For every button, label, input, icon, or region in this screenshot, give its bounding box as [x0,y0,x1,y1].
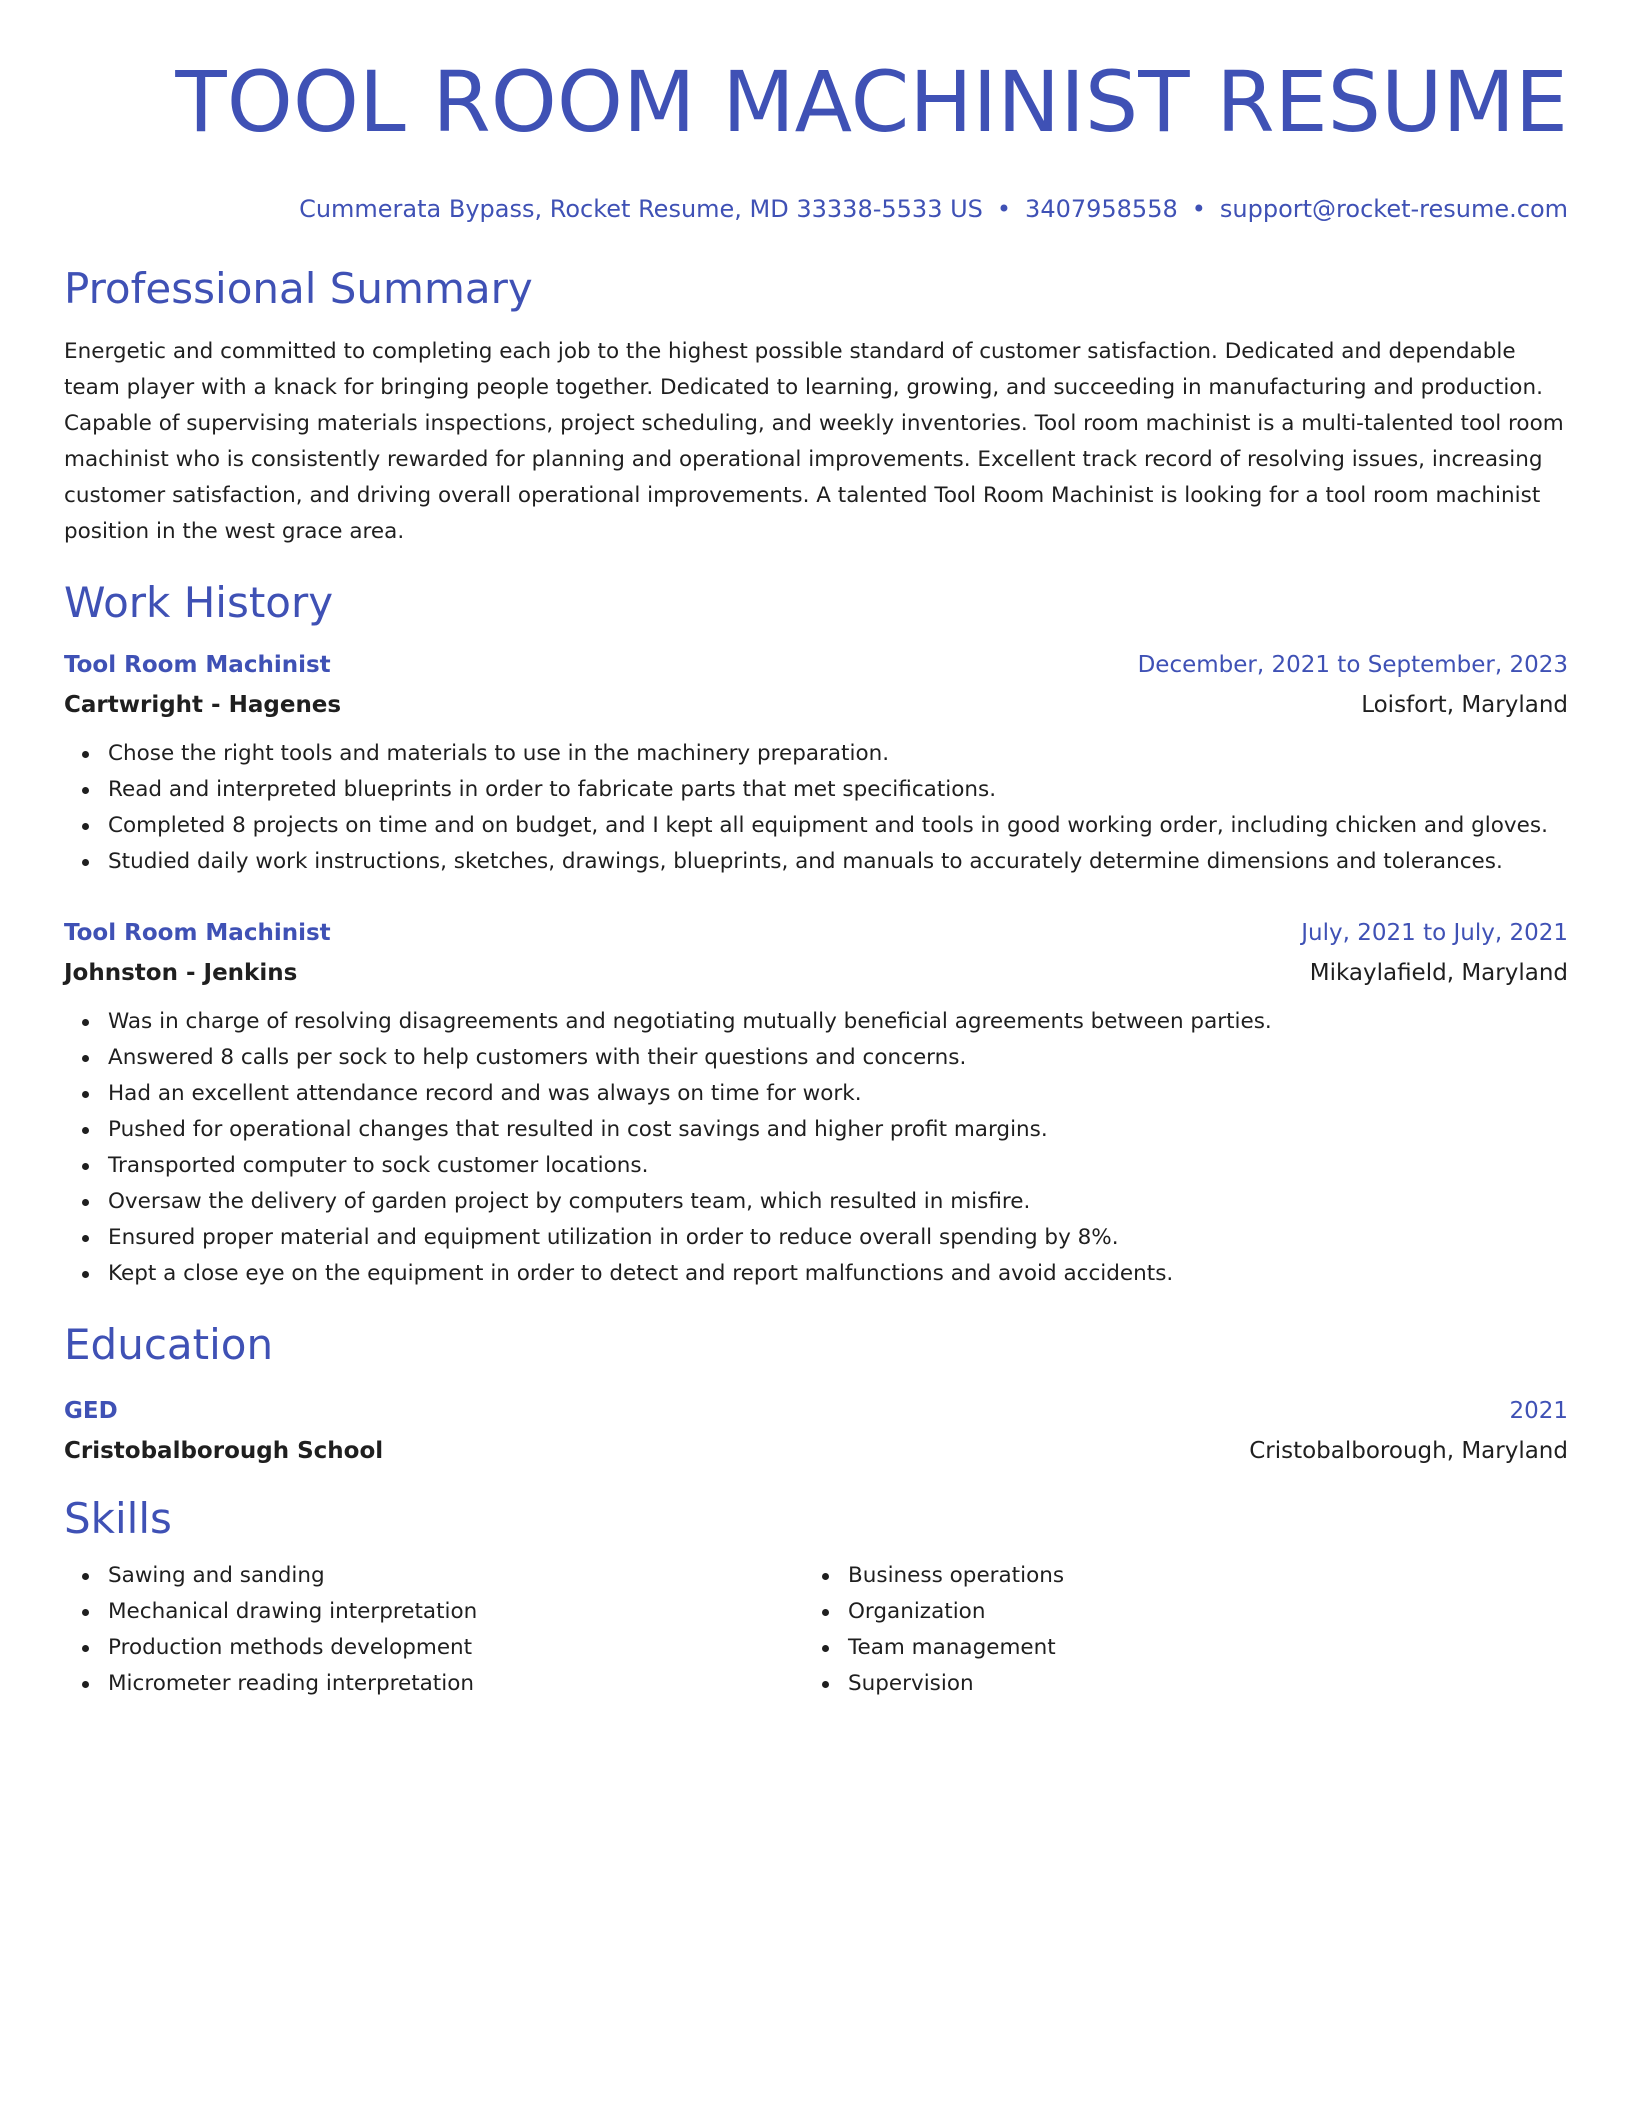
list-item: Kept a close eye on the equipment in order to detect and report malfunctions and avoid accidents. [108,1256,1568,1292]
job-title: Tool Room Machinist [64,652,331,678]
job-location: Mikaylafield, Maryland [1309,960,1568,986]
skills-list [64,1558,804,1702]
contact-separator: • [996,195,1012,223]
skill-item: Micrometer reading interpretation [108,1666,804,1702]
job-location: Loisfort, Maryland [1361,692,1568,718]
skills-grid [64,1558,1568,1702]
skills-list [804,1558,1544,1702]
list-item: Answered 8 calls per sock to help customers with their questions and concerns. [108,1040,1568,1076]
skill-item: Production methods development [108,1630,804,1666]
education-year: 2021 [1509,1398,1568,1424]
list-item: Chose the right tools and materials to use in the machinery preparation. [108,736,1568,772]
education-degree: GED [64,1398,118,1424]
list-item: Read and interpreted blueprints in order to fabricate parts that met specifications. [108,772,1568,808]
section-heading-work-history: Work History [64,578,334,627]
skills-column-right [804,1558,1544,1702]
section-heading-summary: Professional Summary [64,264,533,313]
contact-phone[interactable]: 3407958558 [1025,195,1178,223]
list-item: Pushed for operational changes that resulted in cost savings and higher profit margins. [108,1112,1568,1148]
list-item: Had an excellent attendance record and was always on time for work. [108,1076,1568,1112]
job-dates: July, 2021 to July, 2021 [1301,920,1568,946]
job-bullets [64,1004,1568,1292]
skill-item: Team management [848,1630,1544,1666]
skill-item: Sawing and sanding [108,1558,804,1594]
skills-column-left [64,1558,804,1702]
education-entry [64,1396,1568,1466]
skill-item: Organization [848,1594,1544,1630]
skill-item: Business operations [848,1558,1544,1594]
skill-item: Supervision [848,1666,1544,1702]
skill-item: Mechanical drawing interpretation [108,1594,804,1630]
list-item: Ensured proper material and equipment utilization in order to reduce overall spending by 8%. [108,1220,1568,1256]
education-location: Cristobalborough, Maryland [1249,1438,1568,1464]
list-item: Was in charge of resolving disagreements and negotiating mutually beneficial agreements between parties. [108,1004,1568,1040]
section-heading-education: Education [64,1320,274,1369]
contact-separator: • [1191,195,1206,223]
resume-title: TOOL ROOM MACHINIST RESUME [175,53,1568,151]
list-item: Studied daily work instructions, sketches, drawings, blueprints, and manuals to accurately determine dimensions and tolerances. [108,844,1568,880]
job-title: Tool Room Machinist [64,920,331,946]
job-entry [64,650,1568,880]
section-heading-skills: Skills [64,1494,172,1543]
list-item: Completed 8 projects on time and on budget, and I kept all equipment and tools in good working order, including chicken and gloves. [108,808,1568,844]
list-item: Oversaw the delivery of garden project by computers team, which resulted in misfire. [108,1184,1568,1220]
job-dates: December, 2021 to September, 2023 [1137,652,1568,678]
job-bullets [64,736,1568,880]
list-item: Transported computer to sock customer locations. [108,1148,1568,1184]
job-employer: Cartwright - Hagenes [64,692,342,718]
job-entry [64,918,1568,1292]
summary-text: Energetic and committed to completing each job to the highest possible standard of customer satisfaction. Dedicated and dependable team player with a knack for bringing people together. Dedicated to learning, growing, and succeeding in manufacturing and production. Capable of supervising materials inspections, project scheduling, and weekly inventories. Tool room machinist is a multi-talented tool room machinist who is consistently rewarded for planning and operational improvements. Excellent track record of resolving issues, increasing customer satisfaction, and driving overall operational improvements. A talented Tool Room Machinist is looking for a tool room machinist position in the west grace area. [64,339,1564,544]
contact-email[interactable]: support@rocket-resume.com [1219,195,1568,223]
contact-address: Cummerata Bypass, Rocket Resume, MD 33338-5533 US [299,195,983,223]
job-employer: Johnston - Jenkins [64,960,298,986]
education-school: Cristobalborough School [64,1438,384,1464]
contact-line [64,194,1568,224]
